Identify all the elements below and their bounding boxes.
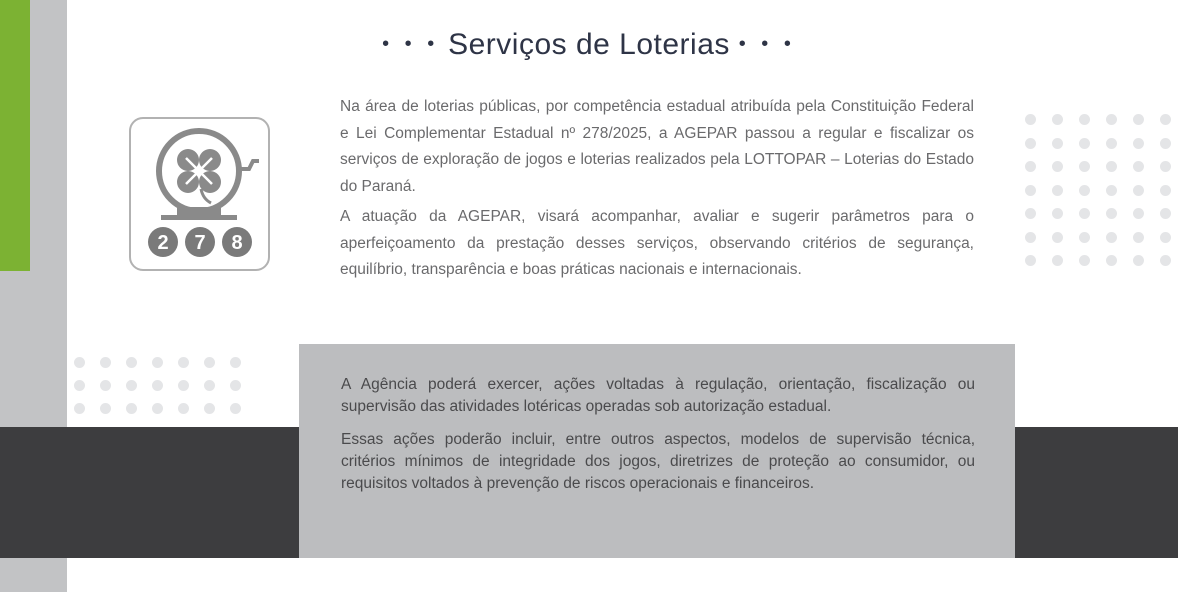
box-paragraph-2: Essas ações poderão incluir, entre outros aspectos, modelos de supervisão técnica, critérios mínimos de integridade dos jogos, diretrizes de proteção ao consumidor, ou requisitos voltados à prevenção de riscos operacionais e financeiros. bbox=[341, 431, 975, 492]
decorative-dot bbox=[1079, 185, 1090, 196]
decorative-dot bbox=[1106, 161, 1117, 172]
decorative-dot bbox=[152, 403, 163, 414]
decorative-dot bbox=[1079, 114, 1090, 125]
decorative-dot bbox=[1025, 208, 1036, 219]
decorative-dot bbox=[1079, 232, 1090, 243]
decorative-dot bbox=[1052, 255, 1063, 266]
decorative-dot bbox=[1106, 255, 1117, 266]
box-paragraph-1: A Agência poderá exercer, ações voltadas à regulação, orientação, fiscalização ou supervisão das atividades lotéricas operadas sob autorização estadual. bbox=[341, 376, 975, 415]
intro-paragraph-2: A atuação da AGEPAR, visará acompanhar, avaliar e sugerir parâmetros para o aperfeiçoamento da prestação desses serviços, observando critérios de segurança, equilíbrio, transparência e boas práticas nacionais e internacionais. bbox=[340, 208, 974, 278]
decorative-dot bbox=[126, 357, 137, 368]
decorative-dot bbox=[1025, 185, 1036, 196]
decorative-dot bbox=[1079, 138, 1090, 149]
decorative-dot bbox=[1133, 114, 1144, 125]
decorative-dot bbox=[1025, 161, 1036, 172]
title-dots-right: • • • bbox=[738, 32, 796, 55]
decorative-dot bbox=[1160, 138, 1171, 149]
decorative-dot bbox=[1052, 208, 1063, 219]
decorative-dot bbox=[1160, 232, 1171, 243]
digit-2: 7 bbox=[194, 232, 206, 254]
decorative-dot bbox=[1052, 161, 1063, 172]
decorative-dot bbox=[1052, 185, 1063, 196]
decorative-dot bbox=[74, 380, 85, 391]
decorative-dot bbox=[126, 403, 137, 414]
decorative-dot bbox=[1160, 161, 1171, 172]
decorative-dot bbox=[178, 403, 189, 414]
decorative-dot bbox=[1160, 255, 1171, 266]
decorative-dot bbox=[1079, 255, 1090, 266]
decorative-dot bbox=[178, 380, 189, 391]
digit-3: 8 bbox=[231, 232, 243, 254]
decorative-dot bbox=[1106, 138, 1117, 149]
decorative-dot bbox=[1133, 232, 1144, 243]
decorative-dot bbox=[230, 380, 241, 391]
decorative-dot bbox=[1160, 208, 1171, 219]
title-text: Serviços de Loterias bbox=[448, 28, 730, 61]
decorative-dot bbox=[1079, 208, 1090, 219]
dot-pattern-right bbox=[1025, 114, 1171, 266]
decorative-dot bbox=[178, 357, 189, 368]
decorative-dot bbox=[1052, 114, 1063, 125]
decorative-dot bbox=[1106, 114, 1117, 125]
decorative-dot bbox=[1106, 232, 1117, 243]
decorative-dot bbox=[230, 403, 241, 414]
decorative-dot bbox=[1106, 185, 1117, 196]
decorative-dot bbox=[1052, 138, 1063, 149]
decorative-dot bbox=[1025, 114, 1036, 125]
decorative-dot bbox=[1025, 232, 1036, 243]
decorative-dot bbox=[1133, 185, 1144, 196]
decorative-dot bbox=[1160, 185, 1171, 196]
decorative-dot bbox=[230, 357, 241, 368]
decorative-dot bbox=[1079, 161, 1090, 172]
title-dots-left: • • • bbox=[382, 32, 440, 55]
decorative-dot bbox=[1133, 255, 1144, 266]
decorative-dot bbox=[204, 403, 215, 414]
lottery-278-icon bbox=[129, 117, 270, 271]
intro-paragraph-1: Na área de loterias públicas, por competência estadual atribuída pela Constituição Federal e Lei Complementar Estadual nº 278/2025, a AGEPAR passou a regular e fiscalizar os serviços de exploração de jogos e loterias realizados pela LOTTOPAR – Loterias do Estado do Paraná. bbox=[340, 98, 974, 195]
decorative-dot bbox=[1133, 138, 1144, 149]
decorative-dot bbox=[100, 380, 111, 391]
decorative-dot bbox=[1106, 208, 1117, 219]
decorative-dot bbox=[1160, 114, 1171, 125]
decorative-dot bbox=[1025, 255, 1036, 266]
decorative-dot bbox=[74, 357, 85, 368]
decorative-dot bbox=[100, 357, 111, 368]
dot-pattern-left bbox=[74, 357, 241, 414]
decorative-dot bbox=[204, 380, 215, 391]
decorative-dot bbox=[152, 380, 163, 391]
digit-1: 2 bbox=[157, 232, 169, 254]
decorative-dot bbox=[126, 380, 137, 391]
decorative-dot bbox=[152, 357, 163, 368]
decorative-dot bbox=[100, 403, 111, 414]
decorative-dot bbox=[1133, 208, 1144, 219]
decorative-dot bbox=[1133, 161, 1144, 172]
decorative-dot bbox=[1025, 138, 1036, 149]
page-title bbox=[0, 28, 1178, 62]
decorative-dot bbox=[74, 403, 85, 414]
decorative-dot bbox=[204, 357, 215, 368]
decorative-dot bbox=[1052, 232, 1063, 243]
lottery-drum-icon bbox=[131, 119, 268, 269]
